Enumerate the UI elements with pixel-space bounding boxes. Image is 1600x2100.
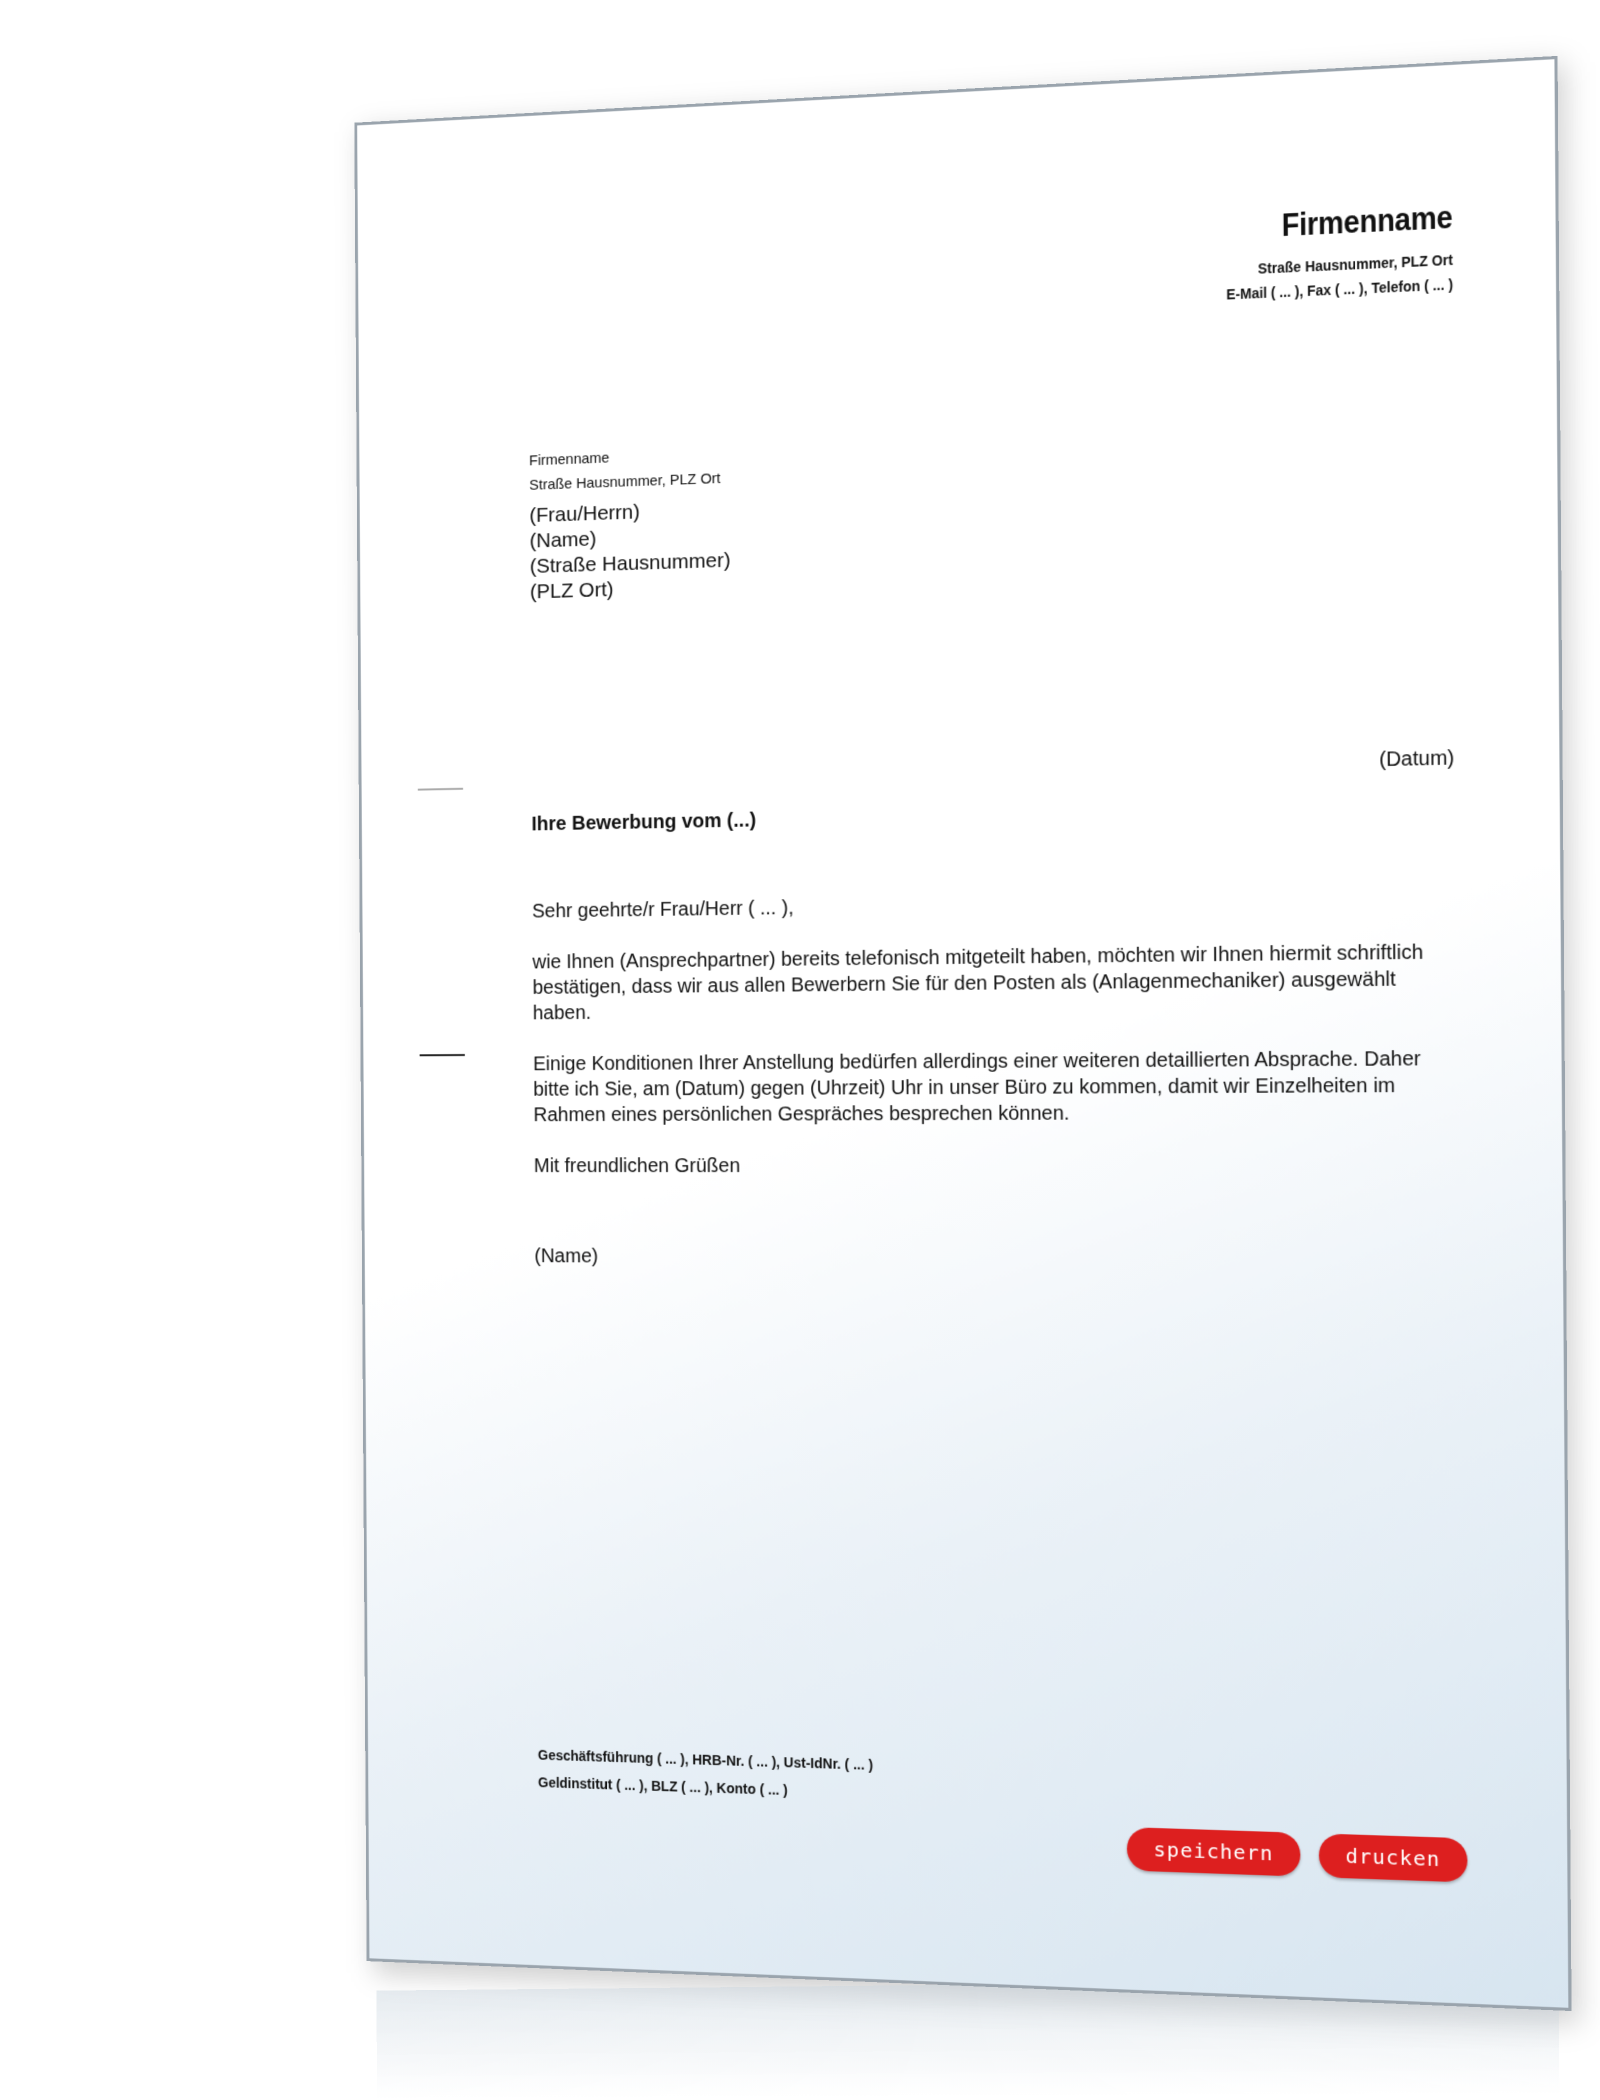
letter-subject: Ihre Bewerbung vom (...) [531,809,757,836]
sender-company-name: Firmenname [529,449,610,470]
footer-line-2: Geldinstitut ( ... ), BLZ ( ... ), Konto ( ... ) [537,1774,788,1798]
fold-mark-punch [420,1054,465,1056]
letter-paragraph-1: wie Ihnen (Ansprechpartner) bereits telefonisch mitgeteilt haben, möchten wir Ihnen hiermit schriftlich bestätigen, dass wir aus allen Bewerbern Sie für den Posten als (Anlagenmechaniker) ausgewählt haben. [532,941,1424,1025]
recipient-name: (Name) [529,527,597,553]
letter-greeting: Sehr geehrte/r Frau/Herr ( ... ), [532,897,794,923]
letter-signature: (Name) [534,1245,599,1268]
letter-closing: Mit freundlichen Grüßen [533,1155,741,1177]
letterhead-company-name: Firmenname [1281,198,1453,244]
recipient-street: (Straße Hausnummer) [529,548,731,578]
letter-page [354,56,1571,2011]
recipient-city: (PLZ Ort) [529,578,614,604]
footer-line-1: Geschäftsführung ( ... ), HRB-Nr. ( ... ), Ust-IdNr. ( ... ) [537,1746,874,1773]
print-button[interactable]: drucken [1318,1833,1467,1882]
sender-address: Straße Hausnummer, PLZ Ort [529,470,721,494]
letterhead-contact: E-Mail ( ... ), Fax ( ... ), Telefon ( ... ) [1226,276,1454,304]
action-buttons [1127,1827,1467,1882]
letter-paragraph-2: Einige Konditionen Ihrer Anstellung bedürfen allerdings einer weiteren detaillierten Absprache. Daher bitte ich Sie, am (Datum) gegen (Uhrzeit) Uhr in unser Büro zu kommen, damit wir Einzelheiten im Rahmen eines persönlichen Gespräches besprechen können. [533,1047,1421,1127]
letter-date: (Datum) [1379,747,1455,772]
sender-line [529,441,721,497]
recipient-address [529,496,730,605]
letter-footer [538,1741,874,1807]
letterhead-address: Straße Hausnummer, PLZ Ort [1258,251,1453,278]
letterhead [1201,198,1453,309]
letter-body [532,886,1452,1300]
fold-mark-top [418,788,463,790]
recipient-salutation: (Frau/Herrn) [529,500,640,528]
save-button[interactable]: speichern [1127,1827,1300,1877]
